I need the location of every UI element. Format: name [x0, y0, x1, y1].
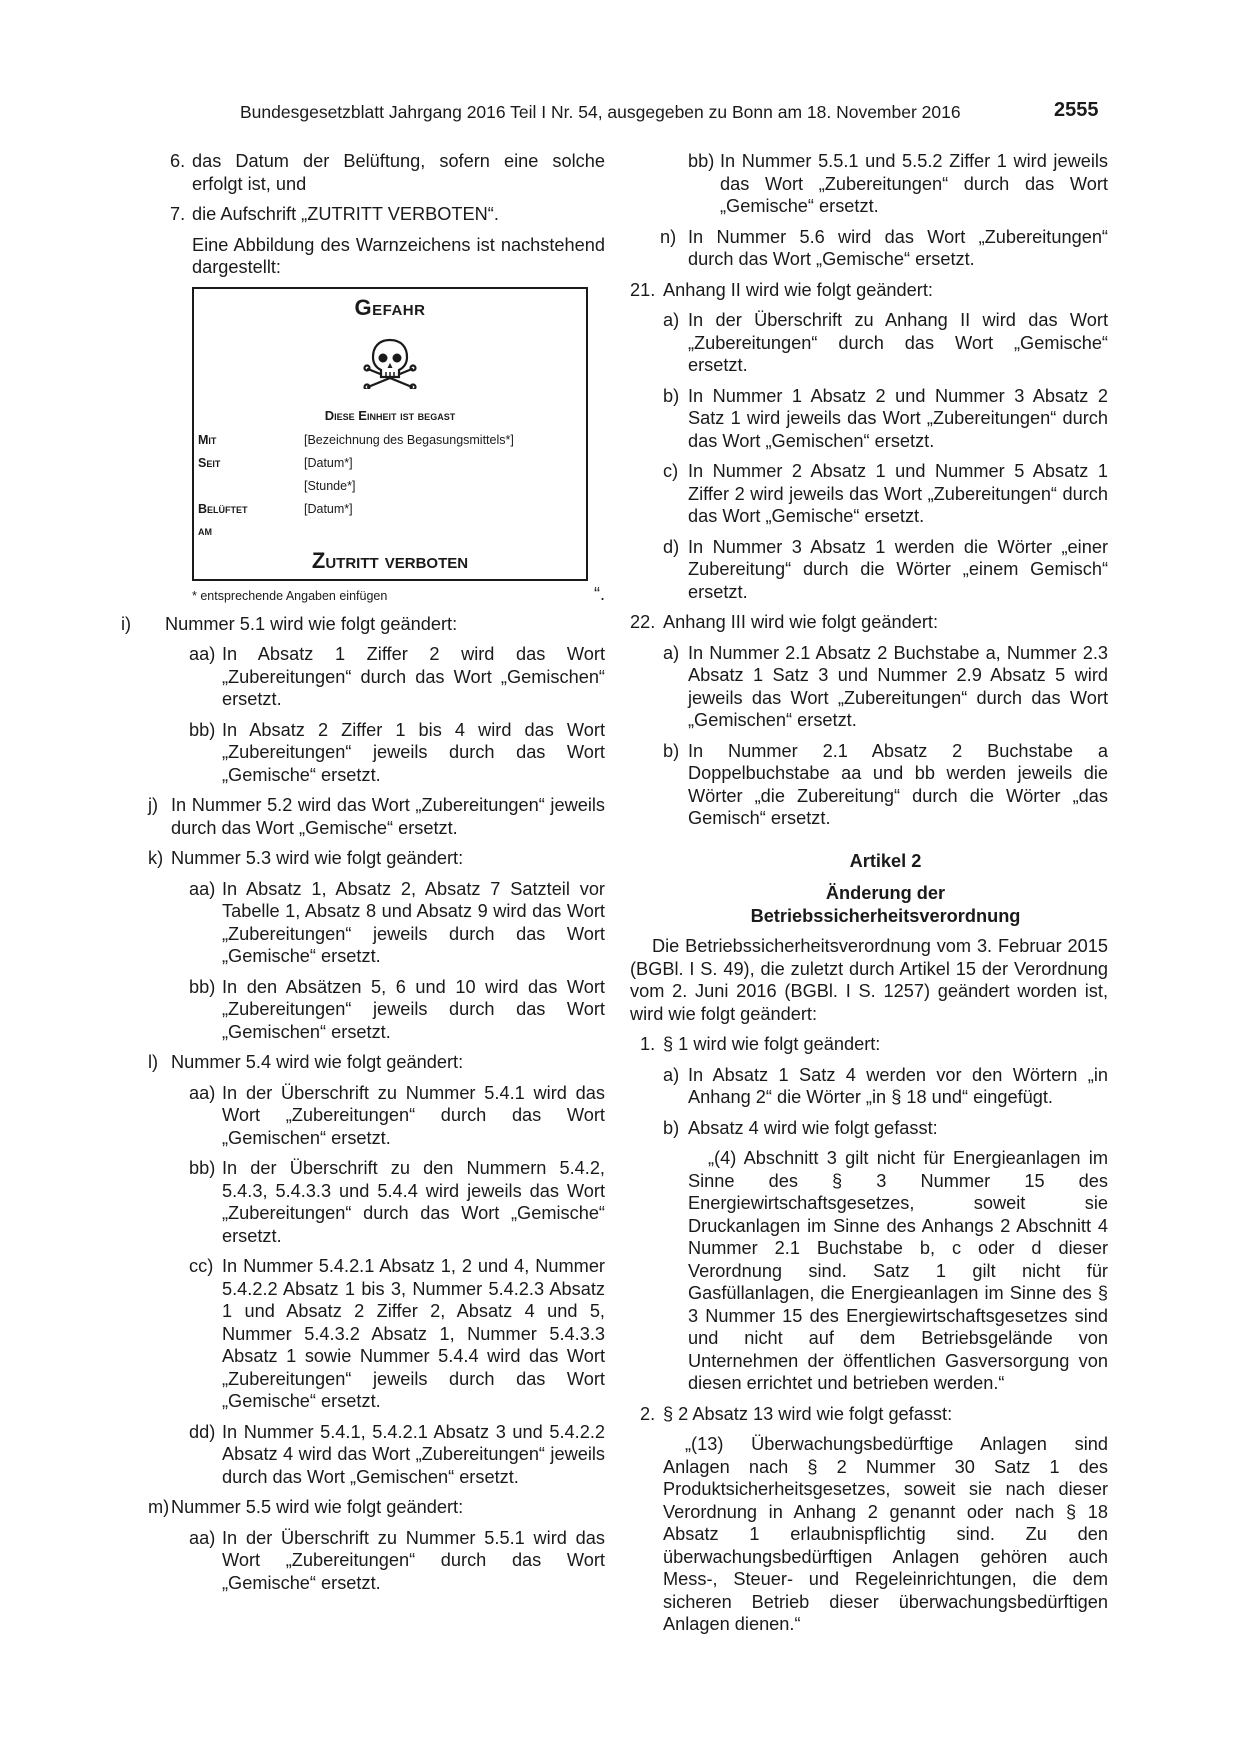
list-item: [165, 719, 605, 787]
item-text: In Nummer 3 Absatz 1 werden die Wörter „einer Zubereitung“ durch die Wörter „einem Gemisch“ ersetzt.: [688, 536, 1108, 602]
item-text: In Absatz 1 Ziffer 2 wird das Wort „Zubereitungen“ durch das Wort „Gemischen“ ersetzt.: [222, 644, 605, 709]
item-text: § 2 Absatz 13 wird wie folgt gefasst:: [663, 1403, 953, 1424]
sign-row-value: [Datum*]: [304, 501, 353, 516]
sign-row-value: [Datum*]: [304, 455, 353, 470]
sign-row-key: Belüftet am: [198, 501, 248, 538]
item-label: 21.: [630, 279, 656, 300]
list-item: [630, 740, 1108, 830]
article-title-line-1: Änderung der: [825, 883, 946, 903]
item-text: die Aufschrift „ZUTRITT VERBOTEN“.: [192, 204, 499, 224]
list-item: [165, 1255, 605, 1413]
sign-intro: [165, 234, 605, 279]
sign-footnote: [192, 585, 605, 603]
sign-title: Gefahr: [354, 294, 426, 320]
sign-footer: Zutritt verboten: [311, 548, 469, 573]
item-label: bb): [189, 976, 216, 997]
sign-subtitle: Diese Einheit ist begast: [324, 407, 456, 423]
list-item: [121, 613, 605, 636]
item-label: a): [663, 310, 680, 330]
list-item: [630, 279, 1108, 302]
list-item: [148, 1051, 605, 1074]
item-label: i): [121, 613, 132, 634]
item-text: In Absatz 2 Ziffer 1 bis 4 wird das Wort „Zubereitungen“ jeweils durch das Wort „Gemische“ ersetzt.: [222, 719, 605, 785]
item-text: In der Überschrift zu Anhang II wird das Wort „Zubereitungen“ durch das Wort „Gemische“ ersetzt.: [688, 310, 1108, 375]
item-text: In Nummer 5.2 wird das Wort „Zubereitungen“ jeweils durch das Wort „Gemische“ ersetzt.: [171, 795, 605, 838]
list-item: [630, 460, 1108, 528]
right-column: [630, 150, 1108, 1644]
item-label: 22.: [630, 612, 656, 632]
item-label: a): [663, 642, 680, 663]
list-item: [165, 1527, 605, 1595]
closing-quote: “.: [594, 583, 605, 604]
list-item: [148, 794, 605, 839]
sign-row-value: [Stunde*]: [304, 478, 356, 493]
item-label: m): [148, 1497, 170, 1517]
list-item: [165, 976, 605, 1044]
item-label: 7.: [170, 204, 186, 224]
item-label: aa): [189, 1527, 216, 1548]
page-header: [0, 98, 1241, 128]
item-label: cc): [189, 1256, 214, 1276]
list-item: [630, 536, 1108, 604]
item-text: In den Absätzen 5, 6 und 10 wird das Wort „Zubereitungen“ jeweils durch das Wort „Gemischen“ ersetzt.: [222, 976, 605, 1042]
item-label: b): [663, 740, 680, 761]
item-text: In der Überschrift zu den Nummern 5.4.2, 5.4.3, 5.4.3.3 und 5.4.4 wird jeweils das Wort „Zubereitungen“ durch das Wort „Gemische“ ersetzt.: [222, 1158, 605, 1246]
article-heading: Artikel 2: [849, 850, 922, 871]
list-item: [165, 1421, 605, 1489]
list-item: [630, 642, 1108, 732]
sign-row-key: Mit: [198, 432, 217, 447]
footnote-text: * entsprechende Angaben einfügen: [192, 588, 388, 603]
list-item: [165, 203, 605, 226]
list-item: [630, 226, 1108, 271]
item-text: In Absatz 1 Satz 4 werden vor den Wörtern „in Anhang 2“ die Wörter „in § 18 und“ eingefügt.: [688, 1064, 1108, 1107]
item-text: In der Überschrift zu Nummer 5.4.1 wird das Wort „Zubereitungen“ durch das Wort „Gemischen“ ersetzt.: [222, 1082, 605, 1148]
item-text: Absatz 4 wird wie folgt gefasst:: [688, 1117, 938, 1138]
item-label: aa): [189, 1082, 216, 1103]
skull-crossbones-icon: [362, 337, 418, 389]
item-label: j): [148, 795, 159, 815]
item-text: Nummer 5.1 wird wie folgt geändert:: [165, 613, 458, 634]
item-text: In Nummer 5.5.1 und 5.5.2 Ziffer 1 wird jeweils das Wort „Zubereitungen“ durch das Wort „Gemische“ ersetzt.: [720, 151, 1108, 216]
item-label: aa): [189, 878, 216, 899]
sign-intro-text: Eine Abbildung des Warnzeichens ist nachstehend dargestellt:: [192, 234, 605, 277]
item-label: c): [663, 461, 679, 481]
item-text: Nummer 5.4 wird wie folgt geändert:: [171, 1052, 464, 1072]
page-number: 2555: [1054, 99, 1099, 121]
item-text: Nummer 5.3 wird wie folgt geändert:: [171, 848, 464, 868]
list-item: [165, 643, 605, 711]
article-title-line-2: Betriebssicherheitsverordnung: [750, 905, 1021, 926]
list-item: [630, 309, 1108, 377]
item-text: In Nummer 1 Absatz 2 und Nummer 3 Absatz 2 Satz 1 wird jeweils das Wort „Zubereitungen“ durch das Wort „Gemischen“ ersetzt.: [688, 385, 1108, 451]
list-item: [165, 150, 605, 195]
item-label: 2.: [640, 1403, 656, 1424]
item-label: b): [663, 385, 680, 406]
item-label: dd): [189, 1421, 216, 1442]
list-item: [148, 847, 605, 870]
quoted-paragraph: „(13) Überwachungsbedürftige Anlagen sind Anlagen nach § 2 Nummer 30 Satz 1 des Produktsicherheitsgesetzes, soweit sie nach dieser Verordnung in Anhang 2 genannt oder nach § 18 Absatz 1 erlaubnispflichtig sind. Zu den überwachungsbedürftigen Anlagen gehören auch Mess-, Steuer- und Regeleinrichtungen, die dem sicheren Betrieb dieser überwachungsbedürftigen Anlagen dienen.“: [663, 1434, 1108, 1634]
item-label: l): [148, 1052, 159, 1072]
item-text: § 1 wird wie folgt geändert:: [663, 1034, 881, 1054]
item-label: n): [660, 226, 677, 247]
item-label: aa): [189, 644, 216, 664]
item-label: k): [148, 848, 164, 868]
item-text: In Nummer 2 Absatz 1 und Nummer 5 Absatz 1 Ziffer 2 wird jeweils das Wort „Zubereitungen“ durch das Wort „Gemische“ ersetzt.: [688, 461, 1108, 526]
article-intro: Die Betriebssicherheitsverordnung vom 3. Februar 2015 (BGBl. I S. 49), die zuletzt durch Artikel 15 der Verordnung vom 2. Juni 2016 (BGBl. I S. 1257) geändert worden ist, wird wie folgt geändert:: [630, 936, 1108, 1024]
item-label: 1.: [640, 1034, 656, 1054]
item-text: In Nummer 5.4.2.1 Absatz 1, 2 und 4, Nummer 5.4.2.2 Absatz 1 bis 3, Nummer 5.4.2.3 Absatz 1 und Absatz 2 Ziffer 2, Absatz 4 und 5, Nummer 5.4.3.2 Absatz 1, Nummer 5.4.3.3 Absatz 1 sowie Nummer 5.4.4 wird das Wort „Zubereitungen“ jeweils durch das Wort „Gemische“ ersetzt.: [222, 1256, 605, 1411]
item-text: In Nummer 5.4.1, 5.4.2.1 Absatz 3 und 5.4.2.2 Absatz 4 wird das Wort „Zubereitungen“ jeweils durch das Wort „Gemischen“ ersetzt.: [222, 1421, 605, 1487]
list-item: [630, 1033, 1108, 1056]
item-label: d): [663, 536, 680, 557]
item-text: In Nummer 2.1 Absatz 2 Buchstabe a, Nummer 2.3 Absatz 1 Satz 3 und Nummer 2.9 Absatz 5 wird jeweils das Wort „Zubereitungen“ durch das Wort „Gemischen“ ersetzt.: [688, 642, 1108, 730]
list-item: [165, 1082, 605, 1150]
sign-row-key: Seit: [198, 455, 221, 470]
item-label: bb): [688, 151, 715, 171]
item-text: In Nummer 5.6 wird das Wort „Zubereitungen“ durch das Wort „Gemische“ ersetzt.: [688, 226, 1108, 269]
item-label: bb): [189, 719, 216, 740]
item-text: Anhang III wird wie folgt geändert:: [663, 612, 938, 632]
item-text: Anhang II wird wie folgt geändert:: [663, 279, 933, 300]
item-label: bb): [189, 1158, 216, 1178]
left-column: [121, 150, 605, 1602]
sign-row-value: [Bezeichnung des Begasungsmittels*]: [304, 432, 514, 447]
item-text: In Nummer 2.1 Absatz 2 Buchstabe a Doppelbuchstabe aa und bb werden jeweils die Wörter „die Zubereitung“ durch die Wörter „das Gemisch“ ersetzt.: [688, 740, 1108, 828]
item-label: b): [663, 1117, 680, 1138]
list-item: [165, 1157, 605, 1247]
item-text: Nummer 5.5 wird wie folgt geändert:: [171, 1497, 464, 1517]
list-item: [165, 878, 605, 968]
list-item: [630, 1403, 1108, 1426]
warning-sign: [192, 287, 588, 581]
quoted-paragraph: „(4) Abschnitt 3 gilt nicht für Energieanlagen im Sinne des § 3 Nummer 15 des Energiewirtschaftsgesetzes, soweit sie Druckanlagen im Sinne des Anhangs 2 Abschnitt 4 Nummer 2.1 Buchstabe b, c oder d dieser Verordnung sind. Satz 1 gilt nicht für Gasfüllanlagen, die Energieanlagen im Sinne des § 3 Nummer 15 des Energiewirtschaftsgesetzes sind und nicht auf dem Betriebsgelände von Unternehmen der öffentlichen Gasversorgung von diesen errichtet und betrieben werden.“: [688, 1148, 1108, 1393]
item-label: a): [663, 1064, 680, 1085]
list-item: [630, 1064, 1108, 1109]
item-label: 6.: [170, 151, 186, 171]
list-item: [630, 1117, 1108, 1140]
list-item: [630, 611, 1108, 634]
list-item: [630, 150, 1108, 218]
list-item: [630, 385, 1108, 453]
item-text: In der Überschrift zu Nummer 5.5.1 wird das Wort „Zubereitungen“ durch das Wort „Gemische“ ersetzt.: [222, 1527, 605, 1593]
list-item: [148, 1496, 605, 1519]
item-text: das Datum der Belüftung, sofern eine solche erfolgt ist, und: [192, 151, 605, 194]
header-text: Bundesgesetzblatt Jahrgang 2016 Teil I Nr. 54, ausgegeben zu Bonn am 18. November 2016: [240, 102, 961, 122]
item-text: In Absatz 1, Absatz 2, Absatz 7 Satzteil vor Tabelle 1, Absatz 8 und Absatz 9 wird das Wort „Zubereitungen“ jeweils durch das Wort „Gemische“ ersetzt.: [222, 878, 605, 966]
